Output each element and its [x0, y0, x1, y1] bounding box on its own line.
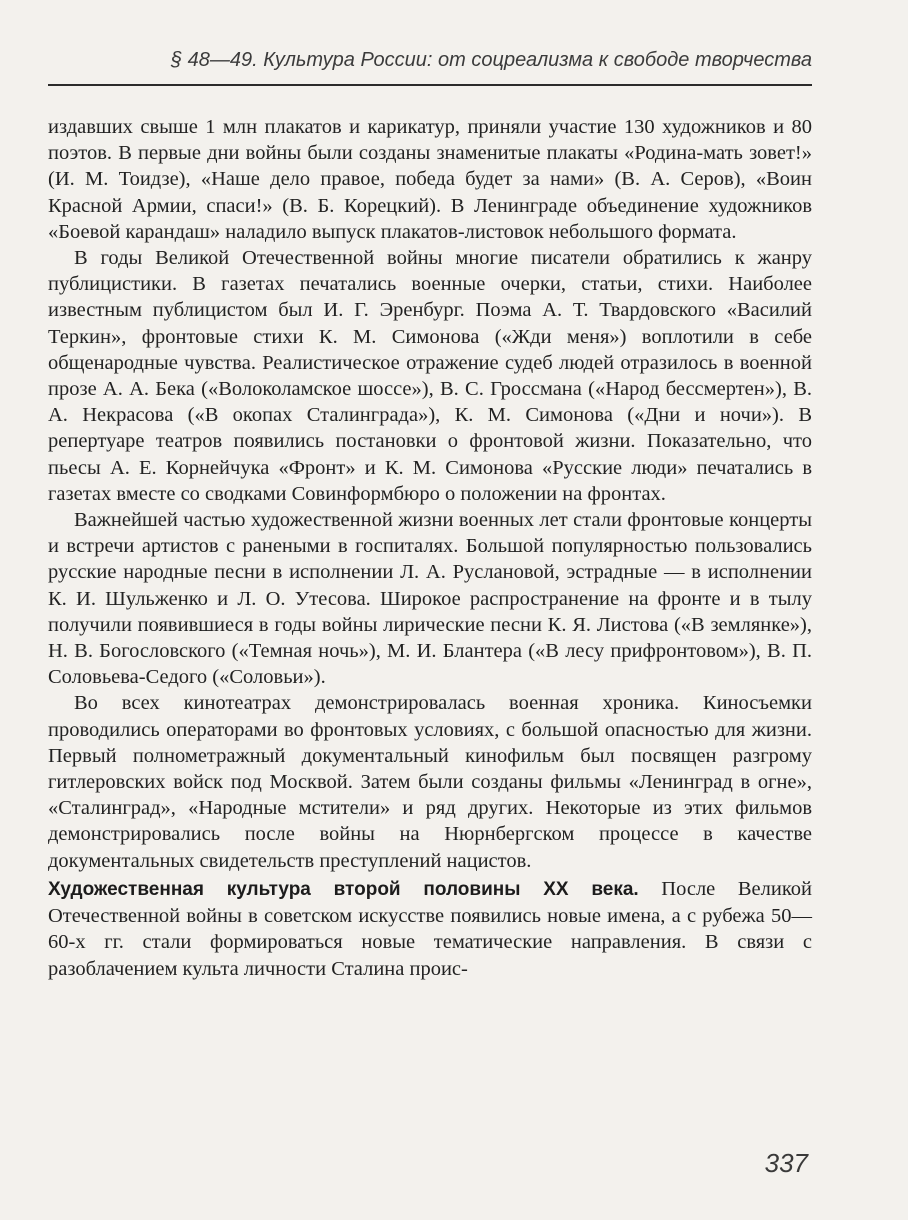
paragraph-literature: В годы Великой Отечественной войны многие писатели обратились к жанру публицистики. В газетах печатались военные очерки, статьи, стихи. Наиболее известным публицистом был И. Г. Эренбург. Поэма А. Т. Твардовского «Василий Теркин», фронтовые стихи К. М. Симонова («Жди меня») воплотили в себе общенародные чувства. Реалистическое отражение судеб людей отразилось в военной прозе А. А. Бека («Волоколамское шоссе»), В. С. Гроссмана («Народ бессмертен»), В. А. Некрасова («В окопах Сталинграда»), К. М. Симонова («Дни и ночи»). В репертуаре театров появились постановки о фронтовой жизни. Показательно, что пьесы А. Е. Корнейчука «Фронт» и К. М. Симонова «Русские люди» печатались в газетах вместе со сводками Совинформбюро о положении на фронтах.	[48, 247, 812, 505]
paragraph-cinema: Во всех кинотеатрах демонстрировалась военная хроника. Киносъемки проводились операторами во фронтовых условиях, с большой опасностью для жизни. Первый полнометражный документальный кинофильм был посвящен разгрому гитлеровских войск под Москвой. Затем были созданы фильмы «Ленинград в огне», «Сталинград», «Народные мстители» и ряд других. Некоторые из этих фильмов демонстрировались после войны на Нюрнбергском процессе в качестве документальных свидетельств преступлений нацистов.	[48, 692, 812, 872]
section-heading: Художественная культура второй половины XX века.	[48, 878, 639, 900]
paragraph-music: Важнейшей частью художественной жизни военных лет стали фронтовые концерты и встречи артистов с ранеными в госпиталях. Большой популярностью пользовались русские народные песни в исполнении Л. А. Руслановой, эстрадные — в исполнении К. И. Шульженко и Л. О. Утесова. Широкое распространение на фронте и в тылу получили появившиеся в годы войны лирические песни К. Я. Листова («В землянке»), Н. В. Богословского («Темная ночь»), М. И. Блантера («В лесу прифронтовом»), В. П. Соловьева-Седого («Соловьи»).	[48, 509, 812, 689]
running-header: § 48—49. Культура России: от соцреализма к свободе творчества	[171, 49, 812, 71]
section-text: После Великой Отечественной войны в советском искусстве появились новые имена, а с рубежа 50—60-х гг. стали формироваться новые тематические направления. В связи с разоблачением культа личности Сталина проис-	[48, 877, 812, 980]
page-number: 337	[764, 1148, 808, 1178]
paragraph-postwar-culture	[48, 876, 812, 982]
paragraph-posters: издавших свыше 1 млн плакатов и карикатур, приняли участие 130 художников и 80 поэтов. В первые дни войны были созданы знаменитые плакаты «Родина-мать зовет!» (И. М. Тоидзе), «Наше дело правое, победа будет за нами» (В. А. Серов), «Воин Красной Армии, спаси!» (В. Б. Корецкий). В Ленинграде объединение художников «Боевой карандаш» наладило выпуск плакатов-листовок небольшого формата.	[48, 116, 812, 243]
header-rule	[48, 84, 812, 86]
page-content	[48, 114, 812, 982]
